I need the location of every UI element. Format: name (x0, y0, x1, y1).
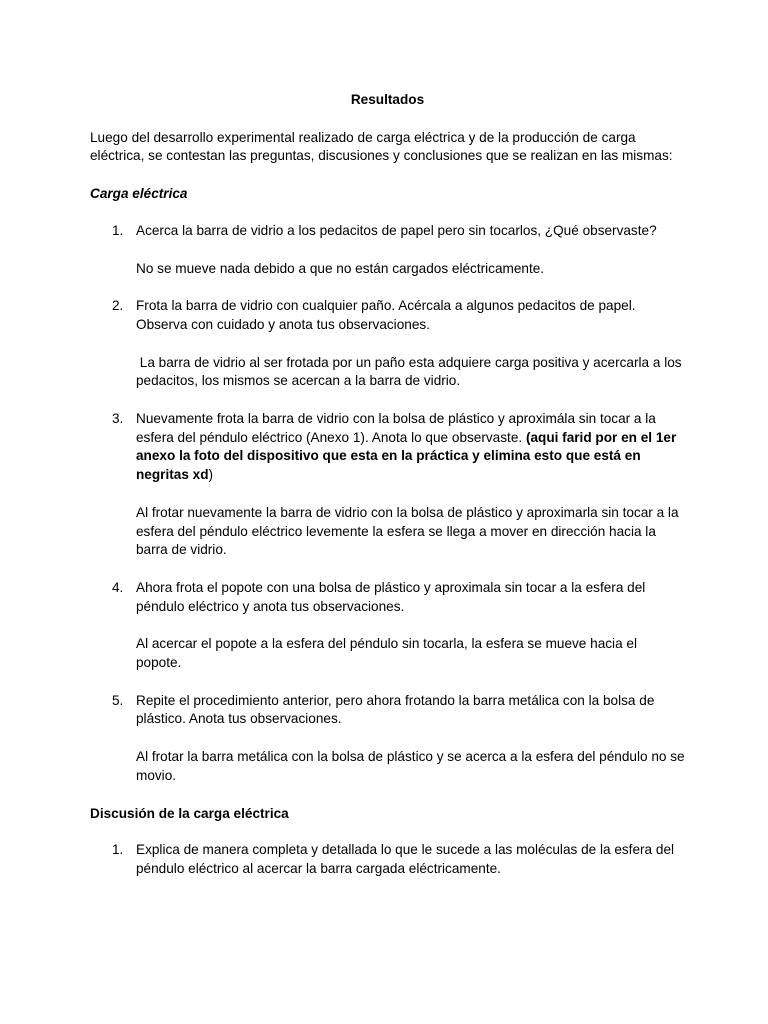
question-text: Frota la barra de vidrio con cualquier paño. Acércala a algunos pedacitos de papel. Observa con cuidado y anota tus observaciones. (136, 298, 636, 332)
question-bold-note: (aqui farid por en el 1er anexo la foto del dispositivo que esta en la práctica y elimina esto que está en negritas xd (136, 429, 677, 483)
question-text: Explica de manera completa y detallada lo que le sucede a las moléculas de la esfera del péndulo eléctrico al acercar la barra cargada eléctricamente. (136, 842, 675, 876)
list-item (90, 841, 685, 878)
list-item (90, 297, 685, 391)
question-text: Acerca la barra de vidrio a los pedacitos de papel pero sin tocarlos, ¿Qué observaste? (136, 222, 657, 238)
section-heading-discusion: Discusión de la carga eléctrica (90, 805, 289, 821)
answer-text: La barra de vidrio al ser frotada por un paño esta adquiere carga positiva y acercarla a los pedacitos, los mismos se acercan a la barra de vidrio. (136, 354, 686, 389)
list-number: 3. (112, 411, 124, 427)
list-item (90, 410, 685, 560)
list-number: 2. (112, 298, 124, 314)
list-number: 4. (112, 579, 124, 595)
answer-text: No se mueve nada debido a que no están cargados eléctricamente. (136, 260, 545, 276)
intro-paragraph: Luego del desarrollo experimental realizado de carga eléctrica y de la producción de carga eléctrica, se contestan las preguntas, discusiones y conclusiones que se realizan en las mismas: (90, 129, 673, 164)
list-item (90, 692, 685, 786)
question-text: Ahora frota el popote con una bolsa de plástico y aproximala sin tocar a la esfera del péndulo eléctrico y anota tus observaciones. (136, 579, 646, 614)
list-number: 5. (112, 692, 124, 708)
answer-text: Al acercar el popote a la esfera del péndulo sin tocarla, la esfera se mueve hacia el popote. (136, 636, 637, 671)
question-text (136, 410, 685, 485)
list-number: 1. (112, 222, 124, 238)
list-item (90, 222, 685, 278)
section-heading-carga-electrica: Carga eléctrica (90, 186, 188, 202)
document-page (90, 91, 685, 898)
question-closing-paren: ) (208, 467, 214, 483)
document-title: Resultados (350, 92, 425, 107)
question-plain-text: Nuevamente frota la barra de vidrio con la bolsa de plástico y aproximála sin tocar a la esfera del péndulo eléctrico (Anexo 1). Anota lo que observaste. (136, 411, 656, 445)
list-item (90, 579, 685, 673)
list-number: 1. (112, 842, 124, 858)
answer-text: Al frotar la barra metálica con la bolsa de plástico y se acerca a la esfera del péndulo no se movio. (136, 749, 685, 783)
answer-text: Al frotar nuevamente la barra de vidrio con la bolsa de plástico y aproximarla sin tocar a la esfera del péndulo eléctrico levemente la esfera se llega a mover en dirección hacia la barra de vidrio. (136, 504, 679, 558)
question-text: Repite el procedimiento anterior, pero ahora frotando la barra metálica con la bolsa de plástico. Anota tus observaciones. (136, 692, 655, 727)
